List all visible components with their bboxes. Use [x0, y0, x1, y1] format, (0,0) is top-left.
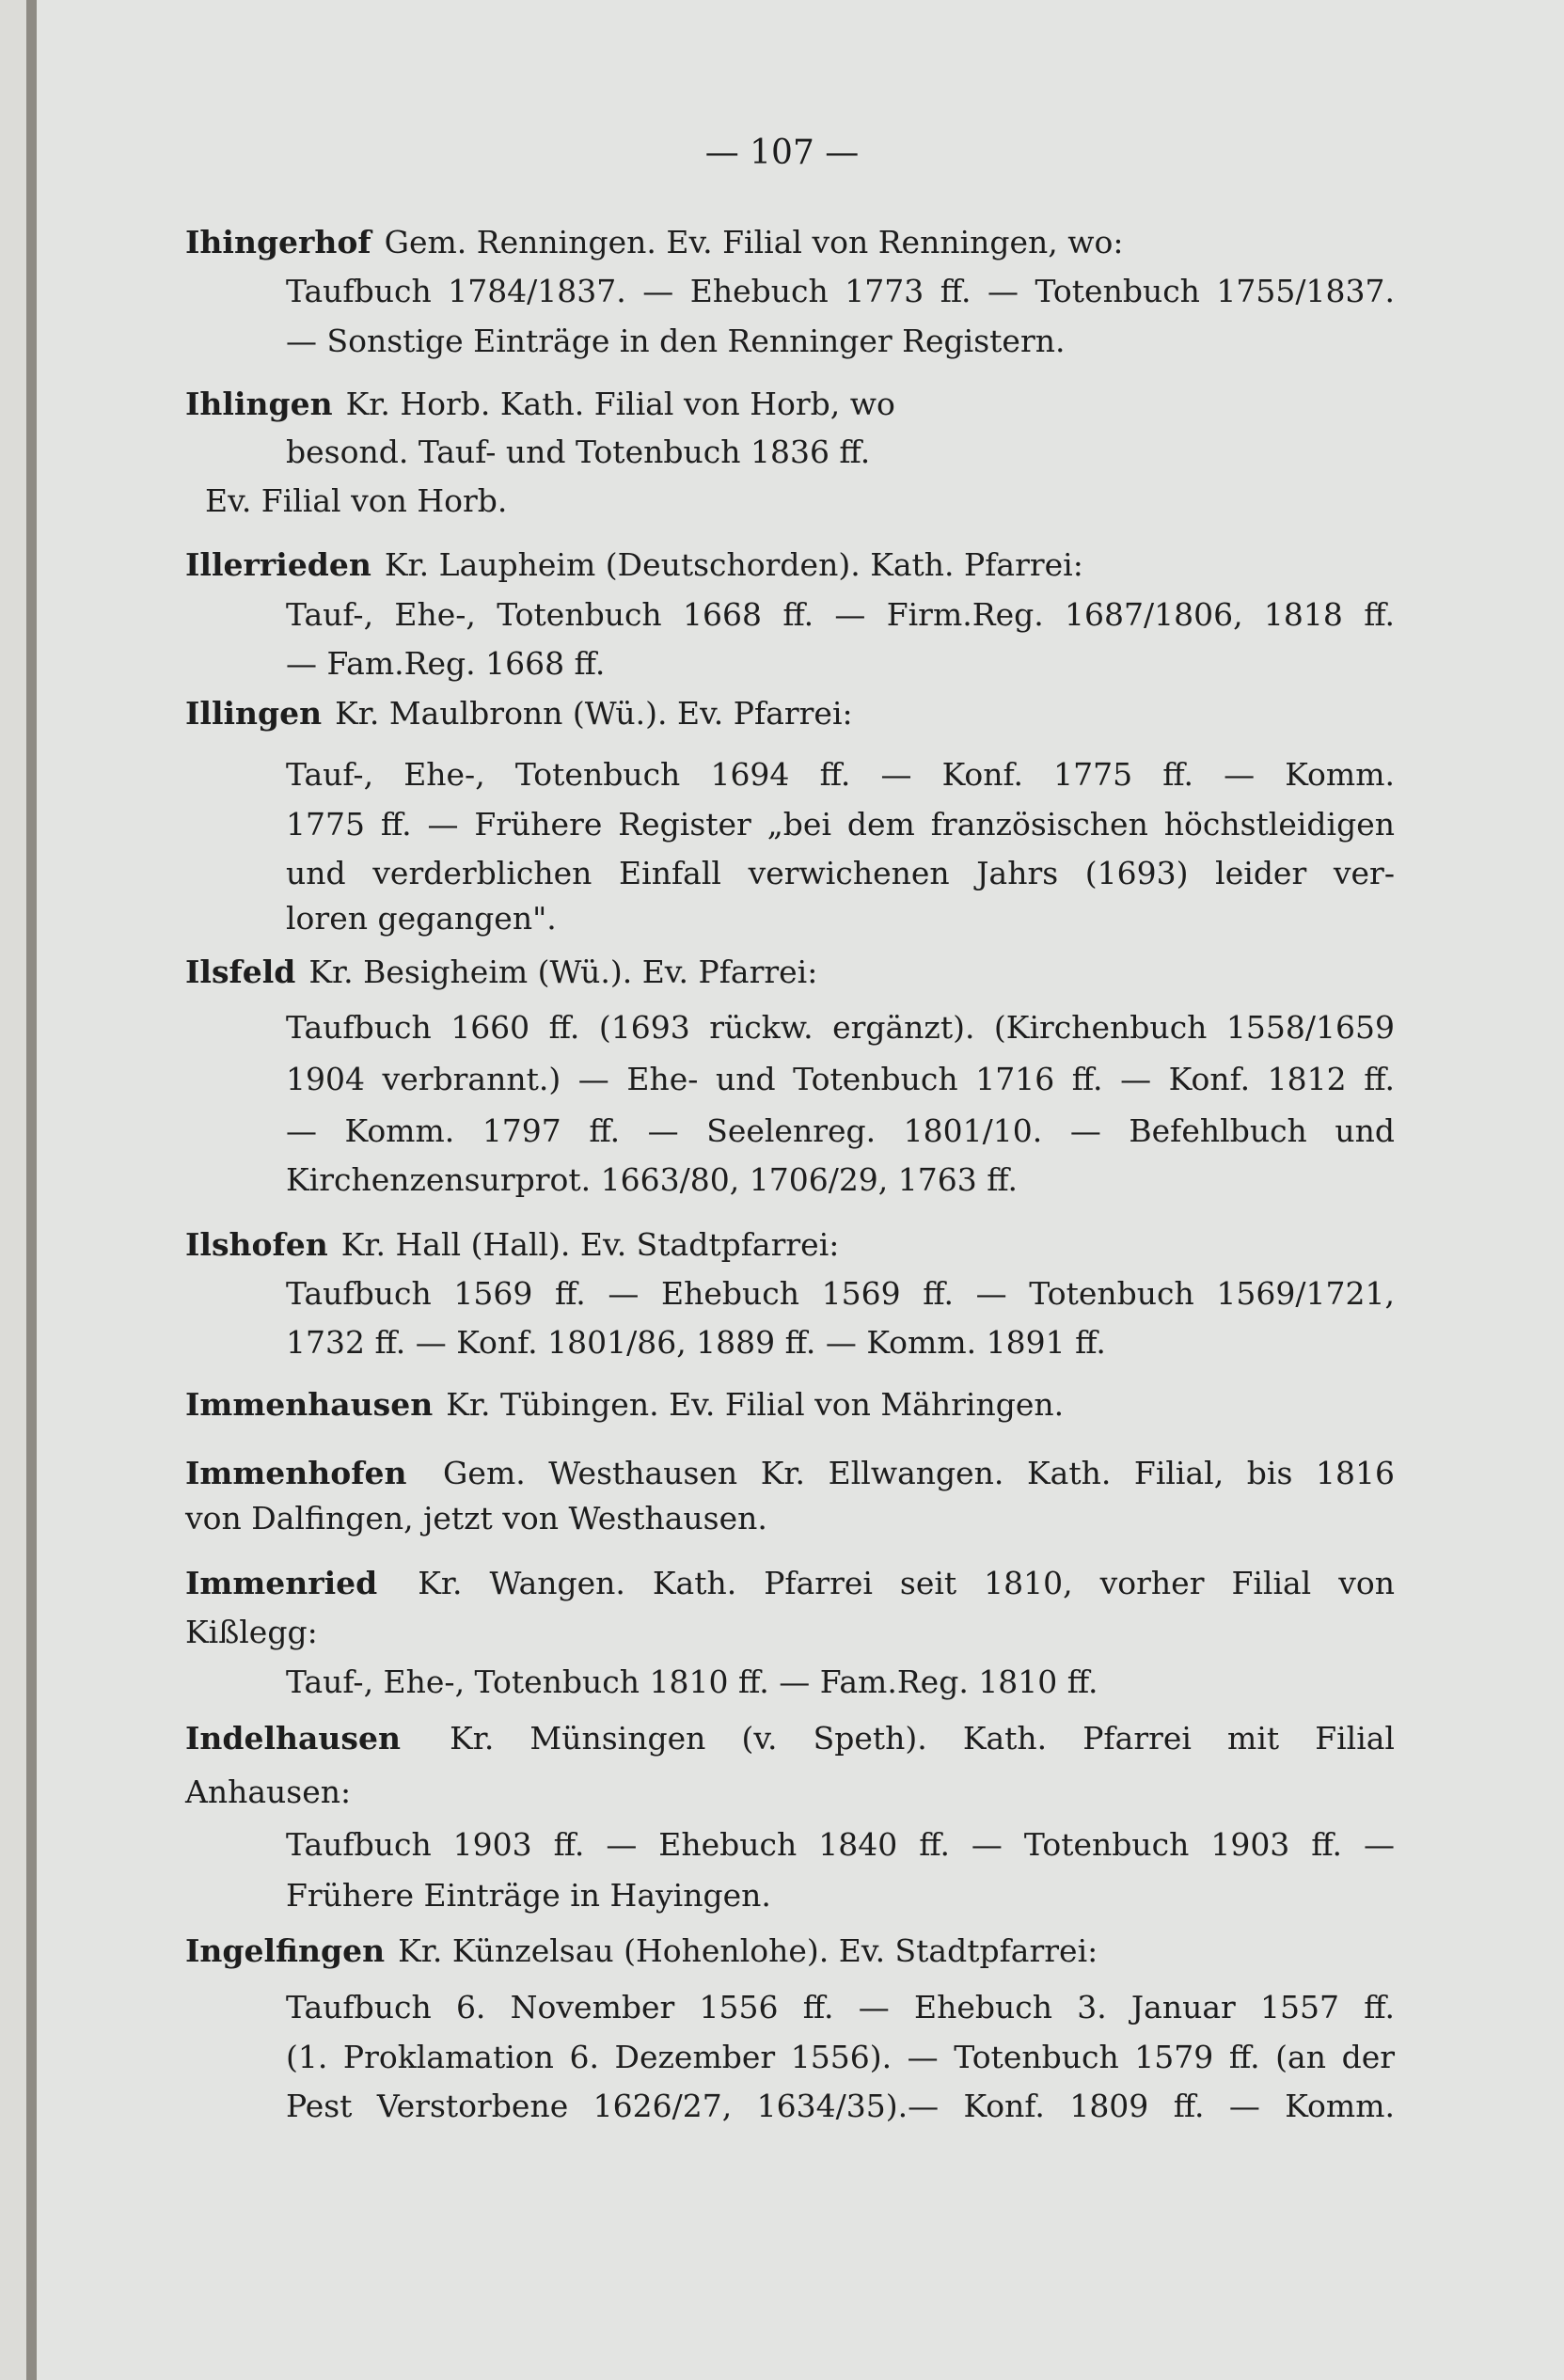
entry-line: Tauf-, Ehe-, Totenbuch 1668 ff. — Firm.Reg. 1687/1806, 1818 ff.: [286, 596, 1395, 633]
entry-line: Pest Verstorbene 1626/27, 1634/35).— Konf. 1809 ff. — Komm.: [286, 2088, 1395, 2124]
entry-headword: Immenhofen: [185, 1455, 407, 1491]
entry-line: Taufbuch 6. November 1556 ff. — Ehebuch 3. Januar 1557 ff.: [286, 1989, 1395, 2025]
entry-headword: Immenhausen: [185, 1386, 434, 1423]
entry-text: Kr. Münsingen (v. Speth). Kath. Pfarrei mit Filial: [450, 1720, 1395, 1757]
entry-line: Frühere Einträge in Hayingen.: [286, 1877, 771, 1914]
entry-headword: Ihlingen: [185, 386, 333, 422]
entry-text: Kr. Horb. Kath. Filial von Horb, wo: [345, 386, 895, 422]
entry-line: [185, 1379, 1395, 1430]
entry-line: Tauf-, Ehe-, Totenbuch 1810 ff. — Fam.Reg. 1810 ff.: [286, 1663, 1098, 1700]
entry-line: [185, 1220, 1395, 1270]
entry-text: Kr. Künzelsau (Hohenlohe). Ev. Stadtpfarrei:: [398, 1932, 1098, 1969]
entry-text: Gem. Renningen. Ev. Filial von Renningen, wo:: [384, 224, 1124, 260]
entry-line: Kirchenzensurprot. 1663/80, 1706/29, 1763 ff.: [286, 1161, 1019, 1198]
entry-line: Kißlegg:: [185, 1614, 318, 1650]
entry-line: [185, 540, 1395, 591]
entry-line: [185, 1448, 1395, 1499]
entry-line: [185, 1713, 1395, 1764]
entry-line: und verderblichen Einfall verwichenen Jahrs (1693) leider ver-: [286, 855, 1395, 891]
entry-line: Ev. Filial von Horb.: [205, 482, 508, 519]
entry-line: (1. Proklamation 6. Dezember 1556). — Totenbuch 1579 ff. (an der: [286, 2039, 1395, 2075]
entry-headword: Indelhausen: [185, 1720, 401, 1757]
entry-text: Kr. Tübingen. Ev. Filial von Mähringen.: [446, 1386, 1065, 1423]
entry-text: Kr. Besigheim (Wü.). Ev. Pfarrei:: [308, 954, 818, 990]
entry-headword: Immenried: [185, 1565, 378, 1601]
entry-line: Anhausen:: [185, 1773, 352, 1810]
scan-margin: [0, 0, 26, 2380]
entry-line: Taufbuch 1903 ff. — Ehebuch 1840 ff. — Totenbuch 1903 ff. —: [286, 1826, 1395, 1863]
entry-headword: Illingen: [185, 695, 323, 732]
entry-headword: Illerrieden: [185, 546, 371, 583]
entry-text: Kr. Hall (Hall). Ev. Stadtpfarrei:: [340, 1226, 840, 1263]
entry-text: Kr. Laupheim (Deutschorden). Kath. Pfarrei:: [384, 546, 1083, 583]
entry-line: [185, 379, 1395, 430]
entry-line: 1732 ff. — Konf. 1801/86, 1889 ff. — Komm. 1891 ff.: [286, 1324, 1106, 1361]
entry-line: — Fam.Reg. 1668 ff.: [286, 645, 606, 682]
entry-line: 1775 ff. — Frühere Register „bei dem französischen höchstleidigen: [286, 806, 1395, 843]
entry-headword: Ilsfeld: [185, 954, 296, 990]
entry-line: loren gegangen".: [286, 900, 557, 937]
entry-line: besond. Tauf- und Totenbuch 1836 ff.: [286, 433, 871, 470]
entry-text: Gem. Westhausen Kr. Ellwangen. Kath. Filial, bis 1816: [443, 1455, 1395, 1491]
entry-line: Taufbuch 1784/1837. — Ehebuch 1773 ff. — Totenbuch 1755/1837.: [286, 273, 1395, 309]
entry-text: Kr. Maulbronn (Wü.). Ev. Pfarrei:: [335, 695, 853, 732]
entry-headword: Ingelfingen: [185, 1932, 386, 1969]
entry-line: Taufbuch 1569 ff. — Ehebuch 1569 ff. — Totenbuch 1569/1721,: [286, 1275, 1395, 1312]
entry-line: [185, 217, 1395, 268]
entry-line: [185, 688, 1395, 739]
entry-line: [185, 947, 1395, 998]
entry-headword: Ilshofen: [185, 1226, 328, 1263]
entry-line: Tauf-, Ehe-, Totenbuch 1694 ff. — Konf. 1775 ff. — Komm.: [286, 756, 1395, 793]
entry-line: Taufbuch 1660 ff. (1693 rückw. ergänzt). (Kirchenbuch 1558/1659: [286, 1009, 1395, 1046]
entry-line: [185, 1926, 1395, 1977]
book-spine-edge: [26, 0, 37, 2380]
entry-line: von Dalfingen, jetzt von Westhausen.: [185, 1500, 767, 1537]
entry-text: Kr. Wangen. Kath. Pfarrei seit 1810, vorher Filial von: [418, 1565, 1395, 1601]
entry-headword: Ihingerhof: [185, 224, 371, 260]
page-number: — 107 —: [704, 134, 860, 172]
entry-line: 1904 verbrannt.) — Ehe- und Totenbuch 1716 ff. — Konf. 1812 ff.: [286, 1061, 1395, 1097]
entry-line: [185, 1558, 1395, 1609]
entry-line: — Sonstige Einträge in den Renninger Registern.: [286, 323, 1066, 359]
entry-line: — Komm. 1797 ff. — Seelenreg. 1801/10. — Befehlbuch und: [286, 1112, 1395, 1149]
